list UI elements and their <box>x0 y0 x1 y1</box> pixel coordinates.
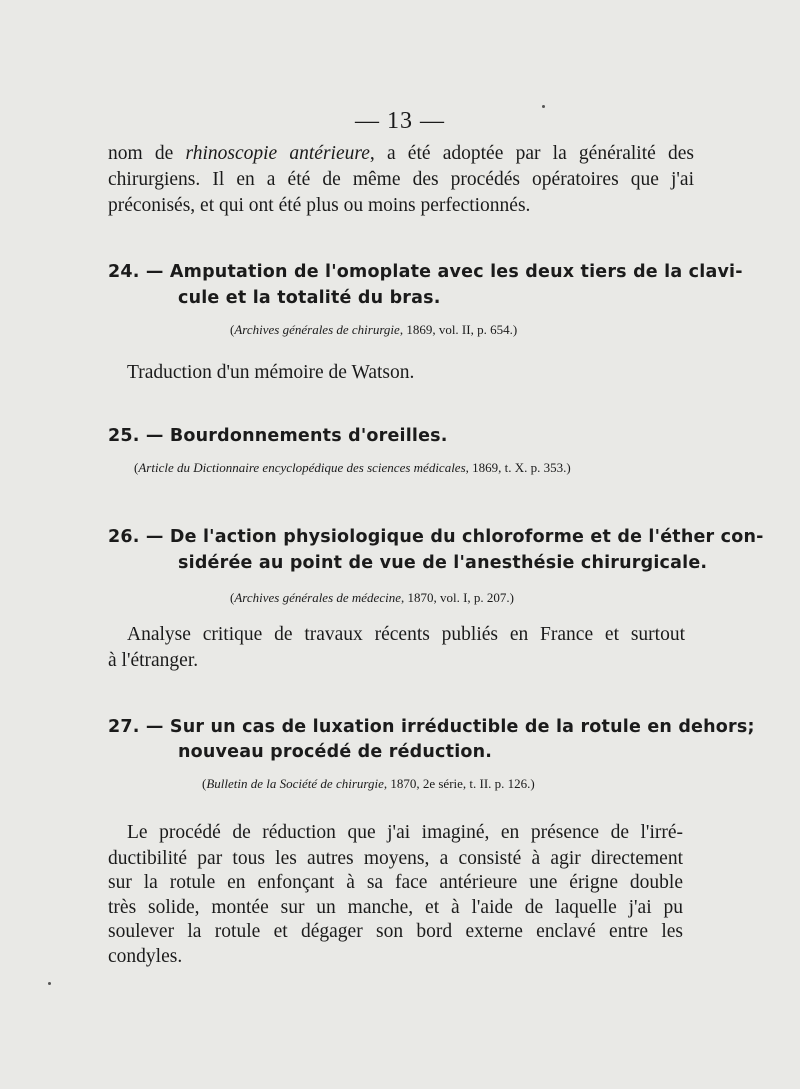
entry-26-title-line-1: 26. — De l'action physiologique du chloroforme et de l'éther con- <box>108 527 764 547</box>
entry-24-title-line-1: 24. — Amputation de l'omoplate avec les deux tiers de la clavi- <box>108 262 743 282</box>
entry-26-reference: (Archives générales de médecine, 1870, vol. I, p. 207.) <box>230 590 515 605</box>
entry-27-body-line-3: sur la rotule en enfonçant à sa face antérieure une érigne double <box>108 872 683 893</box>
page-number: — 13 — <box>355 108 445 134</box>
entry-27-title-line-2: nouveau procédé de réduction. <box>178 742 493 762</box>
entry-27-title-line-1: 27. — Sur un cas de luxation irréductible de la rotule en dehors; <box>108 717 755 737</box>
ink-speck <box>542 105 545 108</box>
entry-26-title-line-2: sidérée au point de vue de l'anesthésie chirurgicale. <box>178 553 708 573</box>
entry-25-title: 25. — Bourdonnements d'oreilles. <box>108 426 448 446</box>
entry-26-body-line-1: Analyse critique de travaux récents publiés en France et surtout <box>127 624 685 645</box>
entry-27-body-line-2: ductibilité par tous les autres moyens, a consisté à agir directement <box>108 848 683 869</box>
entry-27-body-line-4: très solide, montée sur un manche, et à l'aide de laquelle j'ai pu <box>108 897 683 918</box>
entry-27-body-line-1: Le procédé de réduction que j'ai imaginé, en présence de l'irré- <box>127 822 683 843</box>
entry-24-body: Traduction d'un mémoire de Watson. <box>127 362 415 383</box>
intro-line-1: nom de rhinoscopie antérieure, a été adoptée par la généralité des <box>108 143 694 164</box>
entry-25-reference: (Article du Dictionnaire encyclopédique des sciences médicales, 1869, t. X. p. 353.) <box>134 460 571 475</box>
entry-26-body-line-2: à l'étranger. <box>108 650 199 671</box>
entry-27-body-line-5: soulever la rotule et dégager son bord externe enclavé entre les <box>108 921 683 942</box>
intro-line-3: préconisés, et qui ont été plus ou moins perfectionnés. <box>108 195 531 216</box>
entry-24-reference: (Archives générales de chirurgie, 1869, vol. II, p. 654.) <box>230 322 518 337</box>
entry-27-reference: (Bulletin de la Société de chirurgie, 1870, 2e série, t. II. p. 126.) <box>202 776 535 791</box>
intro-line-2: chirurgiens. Il en a été de même des procédés opératoires que j'ai <box>108 169 694 190</box>
ink-speck <box>48 982 51 985</box>
entry-24-title-line-2: cule et la totalité du bras. <box>178 288 441 308</box>
entry-27-body-line-6: condyles. <box>108 946 183 967</box>
